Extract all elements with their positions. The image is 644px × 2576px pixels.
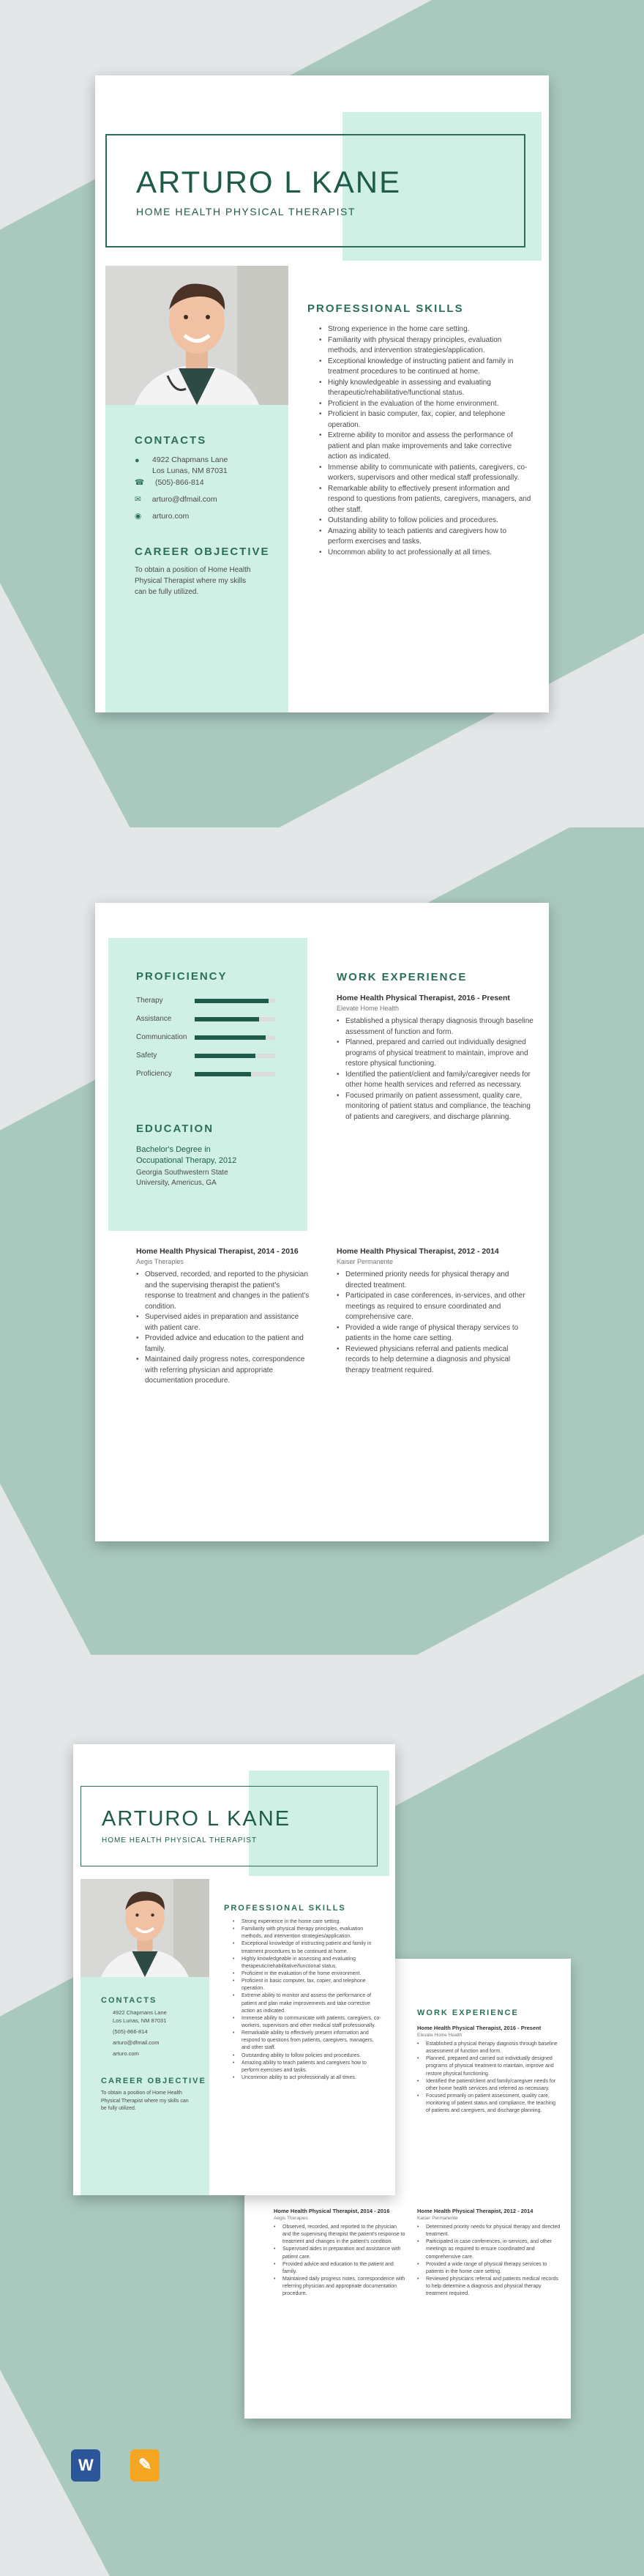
proficiency-label: Communication [136,1033,187,1041]
proficiency-bar-fill [195,1054,255,1058]
overview-sidebar: CONTACTS 4922 Chapmans Lane Los Lunas, NM 87031 (505)-866-814 arturo@dfmail.com arturo.com CAREER OBJECTIVE To obtain a position of Home Health Physical Therapist where my skills can be fully utilized. [80,1879,209,2195]
globe-icon: ◉ [135,512,142,521]
job-bullet: • Supervised aides in preparation and assistance with patient care. [136,1312,312,1333]
proficiency-row [136,1033,290,1041]
job-bullet: • Participated in case conferences, in-services, and other meetings as required to ensure coordinated and comprehensive care. [417,2238,561,2260]
job-2-company: Aegis Therapies [136,1258,184,1265]
name-box [105,134,525,247]
proficiency-bar-fill [195,1072,251,1076]
proficiency-row [136,1070,290,1078]
proficiency-bar [195,1072,275,1076]
education-heading: EDUCATION [136,1123,214,1135]
proficiency-bar-fill [195,1035,266,1040]
pages-app-icon[interactable] [130,2449,160,2482]
skill-item: • Proficient in basic computer, fax, copier, and telephone operation. [233,1978,383,1992]
left-sidebar [105,266,288,712]
proficiency-label: Therapy [136,997,163,1005]
job-3 [337,1247,534,1376]
job-bullet: • Determined priority needs for physical therapy and directed treatment. [417,2224,561,2238]
job-1 [337,994,534,1123]
preview-panel-page-1 [0,0,644,827]
job-bullet: • Observed, recorded, and reported to the physician and the supervising therapist the patient's response to treatment and changes in the patient's condition. [136,1270,312,1312]
skill-item: • Proficient in the evaluation of the home environment. [233,1970,383,1978]
proficiency-label: Safety [136,1051,157,1060]
skill-item: • Immense ability to communicate with patients, caregivers, co-workers, supervisors and other medical staff professionally. [319,463,531,484]
job-1-title: Home Health Physical Therapist, 2016 - Present [337,994,510,1002]
job-bullet: • Established a physical therapy diagnosis through baseline assessment of function and form. [337,1016,534,1038]
skill-item: • Immense ability to communicate with patients, caregivers, co-workers, supervisors and other medical staff professionally. [233,2015,383,2030]
phone-row: ☎ (505)-866-814 [135,478,204,487]
overview-skills-list [233,1918,383,2082]
overview-photo-illustration [80,1879,209,1977]
overview-photo [80,1879,209,1977]
education-school: Georgia Southwestern State University, Americus, GA [136,1169,228,1187]
proficiency-row [136,997,290,1005]
education-degree: Bachelor's Degree in Occupational Therapy, 2012 [136,1145,237,1165]
proficiency-label: Proficiency [136,1070,172,1078]
skills-heading: PROFESSIONAL SKILLS [307,302,464,315]
proficiency-bar-fill [195,999,269,1003]
job-bullet: • Maintained daily progress notes, correspondence with referring physician and appropriate documentation procedure. [136,1355,312,1387]
proficiency-row [136,1015,290,1023]
skill-item: • Highly knowledgeable in assessing and evaluating therapeutic/rehabilitative/functional status. [319,378,531,399]
profile-photo-illustration [105,266,288,405]
job-3-title: Home Health Physical Therapist, 2012 - 2014 [337,1247,499,1256]
job-bullet: • Determined priority needs for physical therapy and directed treatment. [337,1270,534,1291]
proficiency-row [136,1051,290,1060]
skill-item: • Familiarity with physical therapy principles, evaluation methods, and intervention strategies/application. [319,335,531,357]
contacts-heading: CONTACTS [135,434,207,447]
job-bullet: • Identified the patient/client and family/caregiver needs for other home health services and referred as necessary. [417,2078,561,2093]
skill-item: • Familiarity with physical therapy principles, evaluation methods, and intervention strategies/application. [233,1926,383,1940]
job-bullet: • Provided advice and education to the patient and family. [274,2261,405,2276]
job-bullet: • Planned, prepared and carried out individually designed programs of physical treatment to maintain, improve and restore physical functioning. [337,1038,534,1070]
job-bullet: • Identified the patient/client and family/caregiver needs for other home health services and referred as necessary. [337,1070,534,1091]
proficiency-bar [195,1054,275,1058]
proficiency-heading: PROFICIENCY [136,970,228,983]
job-bullet: • Provided a wide range of physical therapy services to patients in the home care setting. [337,1323,534,1344]
skill-item: • Exceptional knowledge of instructing patient and family in treatment procedures to be continued at home. [233,1940,383,1955]
location-pin-icon: ● [135,456,140,465]
proficiency-bar [195,1035,275,1040]
skill-item: • Strong experience in the home care setting. [319,324,531,335]
skill-item: • Outstanding ability to follow policies and procedures. [319,515,531,526]
job-bullet: • Supervised aides in preparation and assistance with patient care. [274,2246,405,2260]
overview-job-2: Home Health Physical Therapist, 2014 - 2016 Aegis Therapies • Observed, recorded, and reported to the physician and the supervising therapist the patient's response to treatment and changes in the patient's condition. • Supervised aides in preparation and assistance with patient care. • Provided advice and education to the patient and family. • Maintained daily progress notes, correspondence with referring physician and appropriate documentation procedure. [274,2208,405,2298]
proficiency-bar [195,1017,275,1021]
job-bullet: • Provided a wide range of physical therapy services to patients in the home care setting. [417,2261,561,2276]
skill-item: • Uncommon ability to act professionally at all times. [233,2074,383,2082]
overview-page-1: ARTURO L KANE HOME HEALTH PHYSICAL THERAPIST CONTACTS 4922 Chapmans Lane Los Lunas, NM 87031 (505)-866-814 arturo@dfmail.com arturo.com CAREER OBJECTIVE To obtain a position of Home Health Physical Therapist where my skills can be fully utilized. PROFESSIONAL SKILLS • Strong experience in the home care setting. • Familiarity with physical therapy principles, evaluation methods, and intervention strategies/application. • Exceptional knowledge of instructing patient and family in treatment procedures to be continued at home. • Highly knowledgeable in assessing and evaluating therapeutic/rehabilitative/functional status. • Proficient in the evaluation of the home environment. • Proficient in basic computer, fax, copier, and telephone operation. • Extreme ability to monitor and assess the performance of patient and plan make improvements and take corrective action as indicated. • Immense ability to communicate with patients, caregivers, co-workers, supervisors and other medical staff professionally. • Remarkable ability to effectively present information and respond to questions from patients, caregivers, managers, and other staff. • Outstanding ability to follow policies and procedures. • Amazing ability to teach patients and caregivers how to perform exercises and tasks. • Uncommon ability to act professionally at all times. [73,1744,395,2195]
job-bullet: • Reviewed physicians referral and patients medical records to help determine a diagnosis and physical therapy treatment required. [337,1344,534,1377]
skill-item: • Amazing ability to teach patients and caregivers how to perform exercises and tasks. [319,526,531,548]
website-row: ◉ arturo.com [135,512,190,521]
job-bullet: • Provided advice and education to the patient and family. [136,1333,312,1355]
job-2-title: Home Health Physical Therapist, 2014 - 2016 [136,1247,299,1256]
objective-text: To obtain a position of Home Health Physical Therapist where my skills can be fully utilized. [135,566,251,596]
skill-item: • Amazing ability to teach patients and caregivers how to perform exercises and tasks. [233,2060,383,2074]
proficiency-bar [195,999,275,1003]
job-bullet: • Reviewed physicians referral and patients medical records to help determine a diagnosis and physical therapy treatment required. [417,2276,561,2298]
job-bullet: • Focused primarily on patient assessment, quality care, monitoring of patient status and compliance, the teaching of patients and caregivers, and discharge planning. [337,1091,534,1123]
skill-item: • Strong experience in the home care setting. [233,1918,383,1926]
job-3-company: Kaiser Permanente [337,1258,394,1265]
proficiency-label: Assistance [136,1015,172,1023]
skill-item: • Uncommon ability to act professionally at all times. [319,548,531,559]
job-2 [136,1247,312,1387]
skill-item: • Extreme ability to monitor and assess the performance of patient and plan make improvements and take corrective action as indicated. [233,1992,383,2014]
skill-item: • Proficient in the evaluation of the home environment. [319,399,531,410]
proficiency-list [136,997,290,1088]
preview-panel-page-2 [0,827,644,1655]
word-app-icon[interactable]: W [71,2449,100,2482]
resume-page-2 [95,903,549,1541]
job-bullet: • Participated in case conferences, in-services, and other meetings as required to ensure coordinated and comprehensive care. [337,1291,534,1323]
resume-page-1 [95,75,549,712]
proficiency-bar-fill [195,1017,259,1021]
skill-item: • Highly knowledgeable in assessing and evaluating therapeutic/rehabilitative/functional status. [233,1956,383,1970]
job-2-bullets [136,1270,312,1387]
job-bullet: • Established a physical therapy diagnosis through baseline assessment of function and form. [417,2041,561,2055]
objective-heading: CAREER OBJECTIVE [135,546,270,558]
email-row: ✉ arturo@dfmail.com [135,495,217,504]
overview-job-3: Home Health Physical Therapist, 2012 - 2014 Kaiser Permanente • Determined priority needs for physical therapy and directed treatment. • Participated in case conferences, in-services, and other meetings as required to ensure coordinated and comprehensive care. • Provided a wide range of physical therapy services to patients in the home care setting. • Reviewed physicians referral and patients medical records to help determine a diagnosis and physical therapy treatment required. [417,2208,561,2298]
work-heading: WORK EXPERIENCE [337,971,468,983]
preview-panel-overview [0,1655,644,2576]
candidate-title: HOME HEALTH PHYSICAL THERAPIST [136,206,356,217]
skill-item: • Outstanding ability to follow policies and procedures. [233,2052,383,2060]
overview-job-1: Home Health Physical Therapist, 2016 - Present Elevate Home Health • Established a physical therapy diagnosis through baseline assessment of function and form. • Planned, prepared and carried out individually designed programs of physical treatment to maintain, improve and restore physical functioning. • Identified the patient/client and family/caregiver needs for other home health services and referred as necessary. • Focused primarily on patient assessment, quality care, monitoring of patient status and compliance, the teaching of patients and caregivers, and discharge planning. [417,2025,561,2115]
skill-item: • Exceptional knowledge of instructing patient and family in treatment procedures to be continued at home. [319,357,531,378]
proficiency-box [108,938,307,1231]
job-1-bullets [337,1016,534,1123]
skill-item: • Remarkable ability to effectively present information and respond to questions from patients, caregivers, managers, and other staff. [233,2030,383,2052]
overview-name-box: ARTURO L KANE HOME HEALTH PHYSICAL THERAPIST [80,1786,378,1866]
skill-item: • Proficient in basic computer, fax, copier, and telephone operation. [319,409,531,431]
skills-list [319,324,531,558]
job-bullet: • Maintained daily progress notes, correspondence with referring physician and appropriate documentation procedure. [274,2276,405,2298]
profile-photo [105,266,288,405]
skill-item: • Extreme ability to monitor and assess the performance of patient and plan make improvements and take corrective action as indicated. [319,431,531,463]
email-icon: ✉ [135,495,141,504]
phone-icon: ☎ [135,478,145,487]
address-row: ● 4922 Chapmans Lane Los Lunas, NM 87031 [135,455,228,475]
job-bullet: • Planned, prepared and carried out individually designed programs of physical treatment to maintain, improve and restore physical functioning. [417,2055,561,2077]
job-bullet: • Focused primarily on patient assessment, quality care, monitoring of patient status and compliance, the teaching of patients and caregivers, and discharge planning. [417,2093,561,2115]
overview-work-heading: WORK EXPERIENCE [417,2009,519,2017]
job-1-company: Elevate Home Health [337,1005,400,1012]
candidate-name: ARTURO L KANE [136,165,402,199]
skill-item: • Remarkable ability to effectively present information and respond to questions from patients, caregivers, managers, and other staff. [319,484,531,516]
pen-icon: ✎ [138,2455,152,2473]
job-3-bullets [337,1270,534,1376]
job-bullet: • Observed, recorded, and reported to the physician and the supervising therapist the patient's response to treatment and changes in the patient's condition. [274,2224,405,2246]
